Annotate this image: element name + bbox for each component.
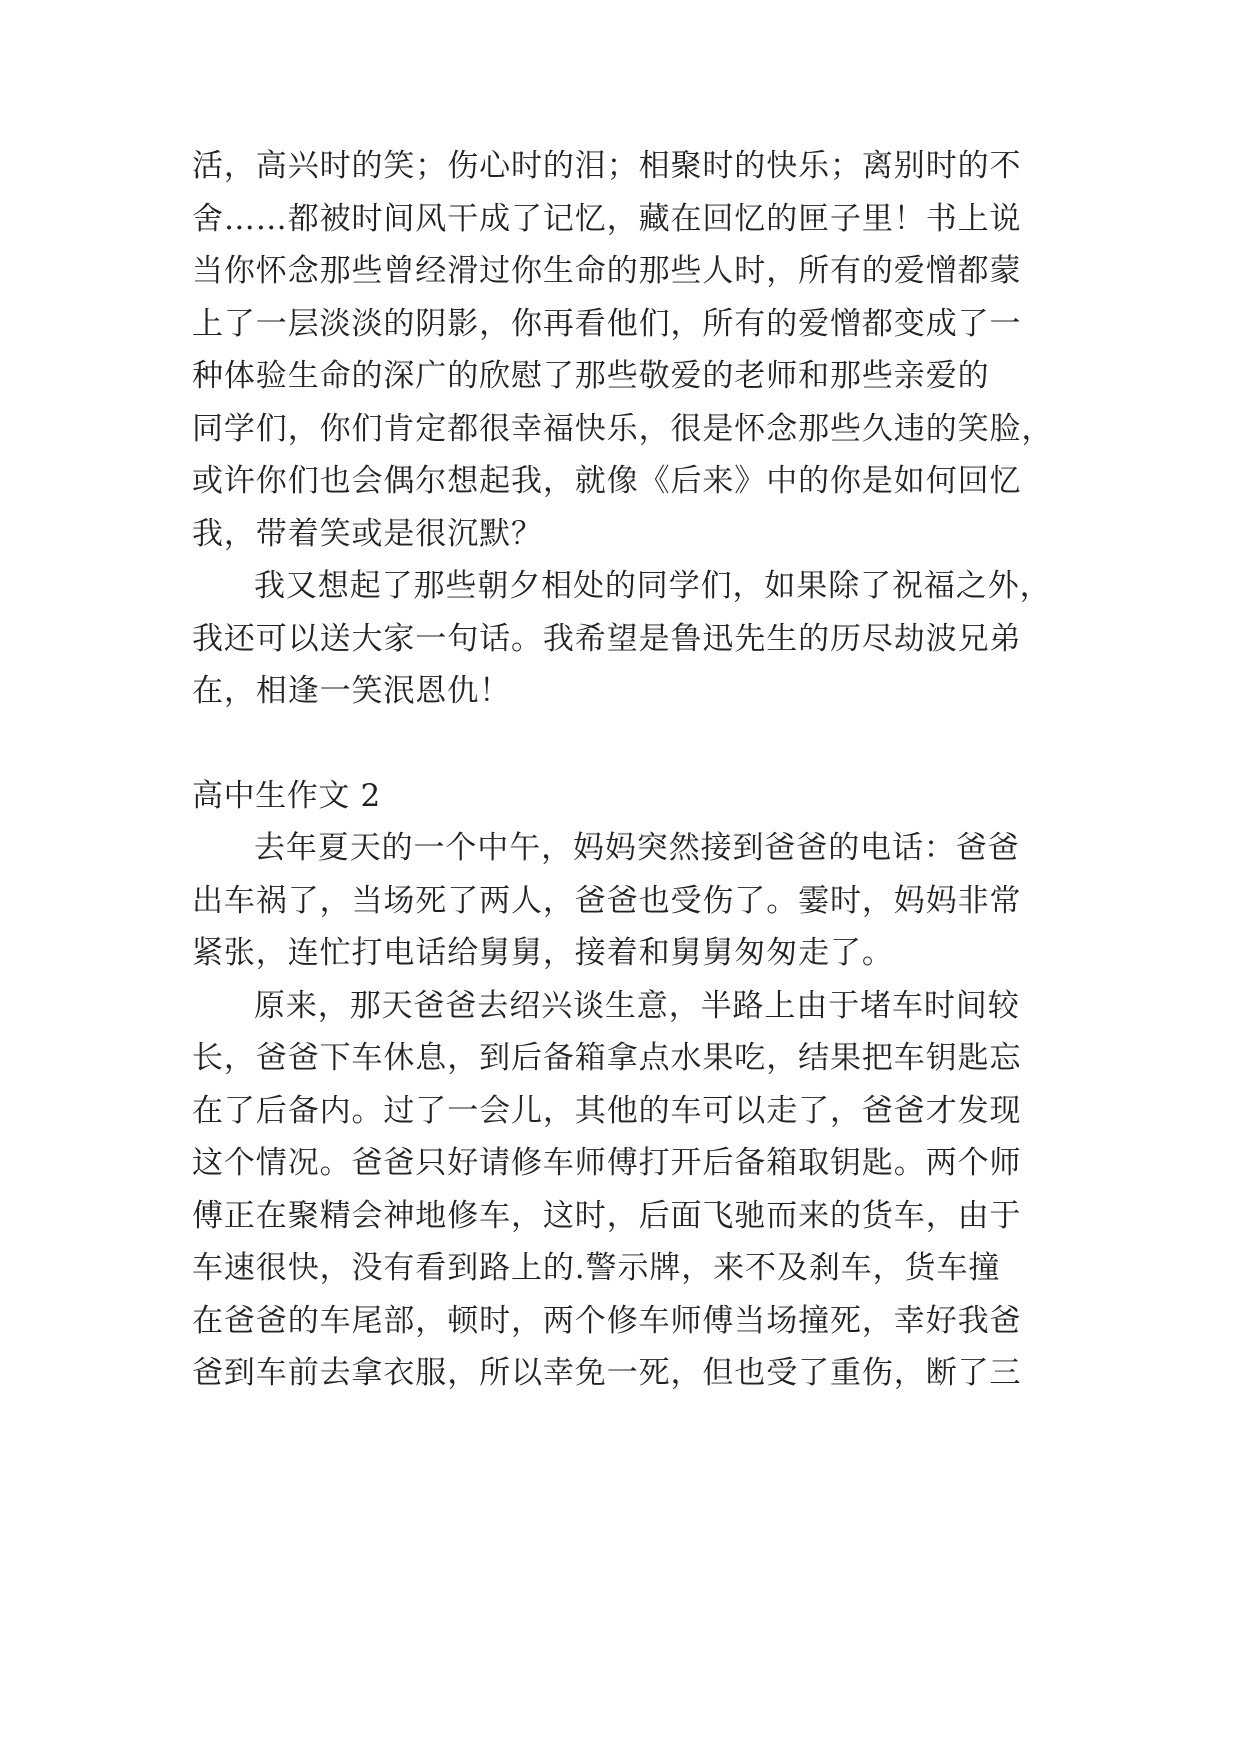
- text-line: 在，相逢一笑泯恩仇！: [192, 673, 511, 709]
- document-page: [192, 140, 1054, 1400]
- paragraph: [192, 140, 1054, 560]
- text-line: 我，带着笑或是很沉默？: [192, 515, 543, 552]
- text-line: 同学们，你们肯定都很幸福快乐，很是怀念那些久违的笑脸，: [192, 410, 1054, 447]
- text-line: 爸到车前去拿衣服，所以幸免一死，但也受了重伤，断了三: [192, 1355, 1022, 1391]
- text-line: 我还可以送大家一句话。我希望是鲁迅先生的历尽劫波兄弟: [192, 620, 1022, 657]
- text-line: 活，高兴时的笑；伤心时的泪；相聚时的快乐；离别时的不: [192, 148, 1022, 184]
- section-title: 高中生作文 2: [192, 777, 381, 814]
- paragraph: [192, 980, 1050, 1400]
- text-line: 或许你们也会偶尔想起我，就像《后来》中的你是如何回忆: [192, 463, 1022, 499]
- text-line: 上了一层淡淡的阴影，你再看他们，所有的爱憎都变成了一: [192, 305, 1022, 342]
- paragraph: [192, 822, 1050, 980]
- text-line: 当你怀念那些曾经滑过你生命的那些人时，所有的爱憎都蒙: [192, 253, 1022, 289]
- text-line: 出车祸了，当场死了两人，爸爸也受伤了。霎时，妈妈非常: [192, 882, 1022, 919]
- text-line: 傅正在聚精会神地修车，这时，后面飞驰而来的货车，由于: [192, 1197, 1022, 1234]
- text-line: 舍……都被时间风干成了记忆，藏在回忆的匣子里！书上说: [192, 200, 1022, 237]
- text-line: 去年夏天的一个中午，妈妈突然接到爸爸的电话：爸爸: [254, 830, 1020, 866]
- text-line: 这个情况。爸爸只好请修车师傅打开后备箱取钥匙。两个师: [192, 1145, 1022, 1181]
- text-line: 种体验生命的深广的欣慰了那些敬爱的老师和那些亲爱的: [192, 358, 990, 394]
- text-line: 车速很快，没有看到路上的.警示牌，来不及刹车，货车撞: [192, 1250, 1001, 1286]
- text-line: 紧张，连忙打电话给舅舅，接着和舅舅匆匆走了。: [192, 935, 894, 971]
- text-line: 我又想起了那些朝夕相处的同学们，如果除了祝福之外，: [254, 568, 1052, 604]
- paragraph: [192, 560, 1050, 718]
- text-line: 在了后备内。过了一会儿，其他的车可以走了，爸爸才发现: [192, 1092, 1022, 1129]
- text-line: 在爸爸的车尾部，顿时，两个修车师傅当场撞死，幸好我爸: [192, 1302, 1022, 1339]
- text-line: 长，爸爸下车休息，到后备箱拿点水果吃，结果把车钥匙忘: [192, 1040, 1022, 1076]
- text-line: 原来，那天爸爸去绍兴谈生意，半路上由于堵车时间较: [254, 987, 1020, 1024]
- section-heading-block: [192, 770, 1050, 823]
